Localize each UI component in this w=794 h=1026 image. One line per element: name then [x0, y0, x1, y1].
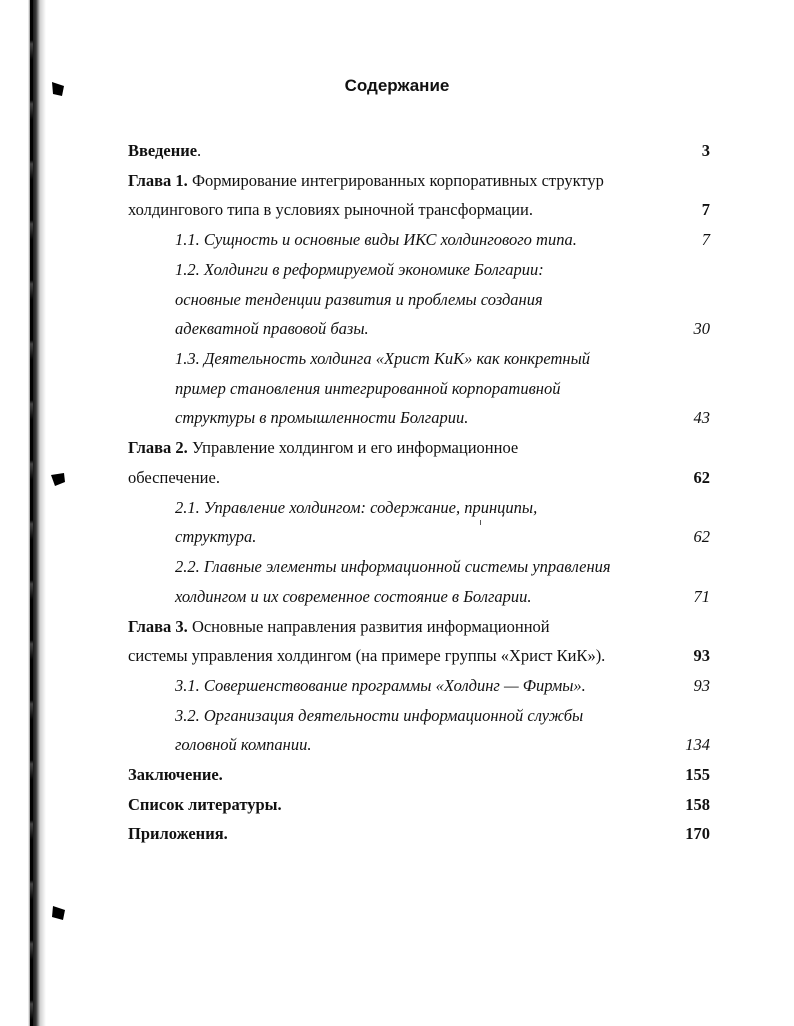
toc-entry-section-1-3: 1.3. Деятельность холдинга «Христ КиК» как конкретный: [175, 349, 591, 368]
toc-entry-label: Глава 2.: [128, 438, 188, 457]
toc-page-number: 134: [685, 735, 710, 754]
toc-entry-section-1-2: 1.2. Холдинги в реформируемой экономике Болгарии:: [175, 260, 544, 279]
toc-entry-section-1-1: 1.1. Сущность и основные виды ИКС холдингового типа.: [175, 230, 577, 249]
toc-entry-text: Управление холдингом и его информационное: [187, 438, 519, 457]
toc-entry-text: Основные направления развития информационной: [187, 617, 550, 636]
toc-entry-continuation: холдингом и их современное состояние в Болгарии.: [175, 587, 532, 606]
toc-entry-label: Введение: [128, 141, 198, 160]
toc-entry-conclusion: Заключение.: [128, 765, 223, 784]
toc-entry-continuation: головной компании.: [175, 735, 312, 754]
toc-entry-chapter-1: [128, 166, 604, 195]
toc-entry-continuation: структуры в промышленности Болгарии.: [175, 408, 469, 427]
toc-page-number: 7: [701, 230, 710, 249]
toc-page-number: 155: [685, 765, 710, 784]
toc-entry-text: Формирование интегрированных корпоративных структур: [187, 171, 604, 190]
punch-hole-mark: [50, 470, 66, 488]
toc-entry-chapter-3: [128, 612, 550, 641]
toc-entry-label: Глава 3.: [128, 617, 188, 636]
toc-entry-section-3-2: 3.2. Организация деятельности информационной службы: [175, 706, 584, 725]
toc-entry-chapter-2: [128, 433, 518, 462]
toc-page-number: 62: [693, 527, 710, 546]
toc-entry-references: Список литературы.: [128, 795, 282, 814]
toc-page-number: 158: [685, 795, 710, 814]
toc-page-number: 43: [693, 408, 710, 427]
toc-page-number: 3: [701, 141, 710, 160]
toc-entry-section-2-1: 2.1. Управление холдингом: содержание, принципы,: [175, 498, 538, 517]
toc-entry-continuation: основные тенденции развития и проблемы создания: [175, 290, 543, 309]
toc-entry-label: Глава 1.: [128, 171, 188, 190]
scan-speck: [480, 520, 481, 525]
toc-page-number: 30: [693, 319, 710, 338]
toc-page-number: 62: [693, 468, 710, 487]
toc-page-number: 7: [701, 200, 710, 219]
toc-entry-continuation: структура.: [175, 527, 257, 546]
toc-entry-text: .: [197, 141, 202, 160]
toc-entry-section-2-2: 2.2. Главные элементы информационной системы управления: [175, 557, 611, 576]
toc-entry-continuation: системы управления холдингом (на примере группы «Христ КиК»).: [128, 646, 606, 665]
toc-entry-continuation: обеспечение.: [128, 468, 220, 487]
toc-entry-intro: [128, 136, 201, 165]
punch-hole-mark: [50, 905, 66, 923]
toc-page-number: 170: [685, 824, 710, 843]
toc-entry-appendices: Приложения.: [128, 824, 228, 843]
toc-page-number: 93: [693, 646, 710, 665]
toc-entry-continuation: холдингового типа в условиях рыночной трансформации.: [128, 200, 533, 219]
toc-entry-continuation: пример становления интегрированной корпоративной: [175, 379, 561, 398]
page-title: Содержание: [344, 76, 450, 95]
scan-edge: [0, 0, 52, 1026]
toc-entry-continuation: адекватной правовой базы.: [175, 319, 369, 338]
toc-entry-section-3-1: 3.1. Совершенствование программы «Холдинг — Фирмы».: [175, 676, 586, 695]
toc-page-number: 71: [693, 587, 710, 606]
scan-streak: [30, 0, 33, 1026]
toc-page-number: 93: [693, 676, 710, 695]
